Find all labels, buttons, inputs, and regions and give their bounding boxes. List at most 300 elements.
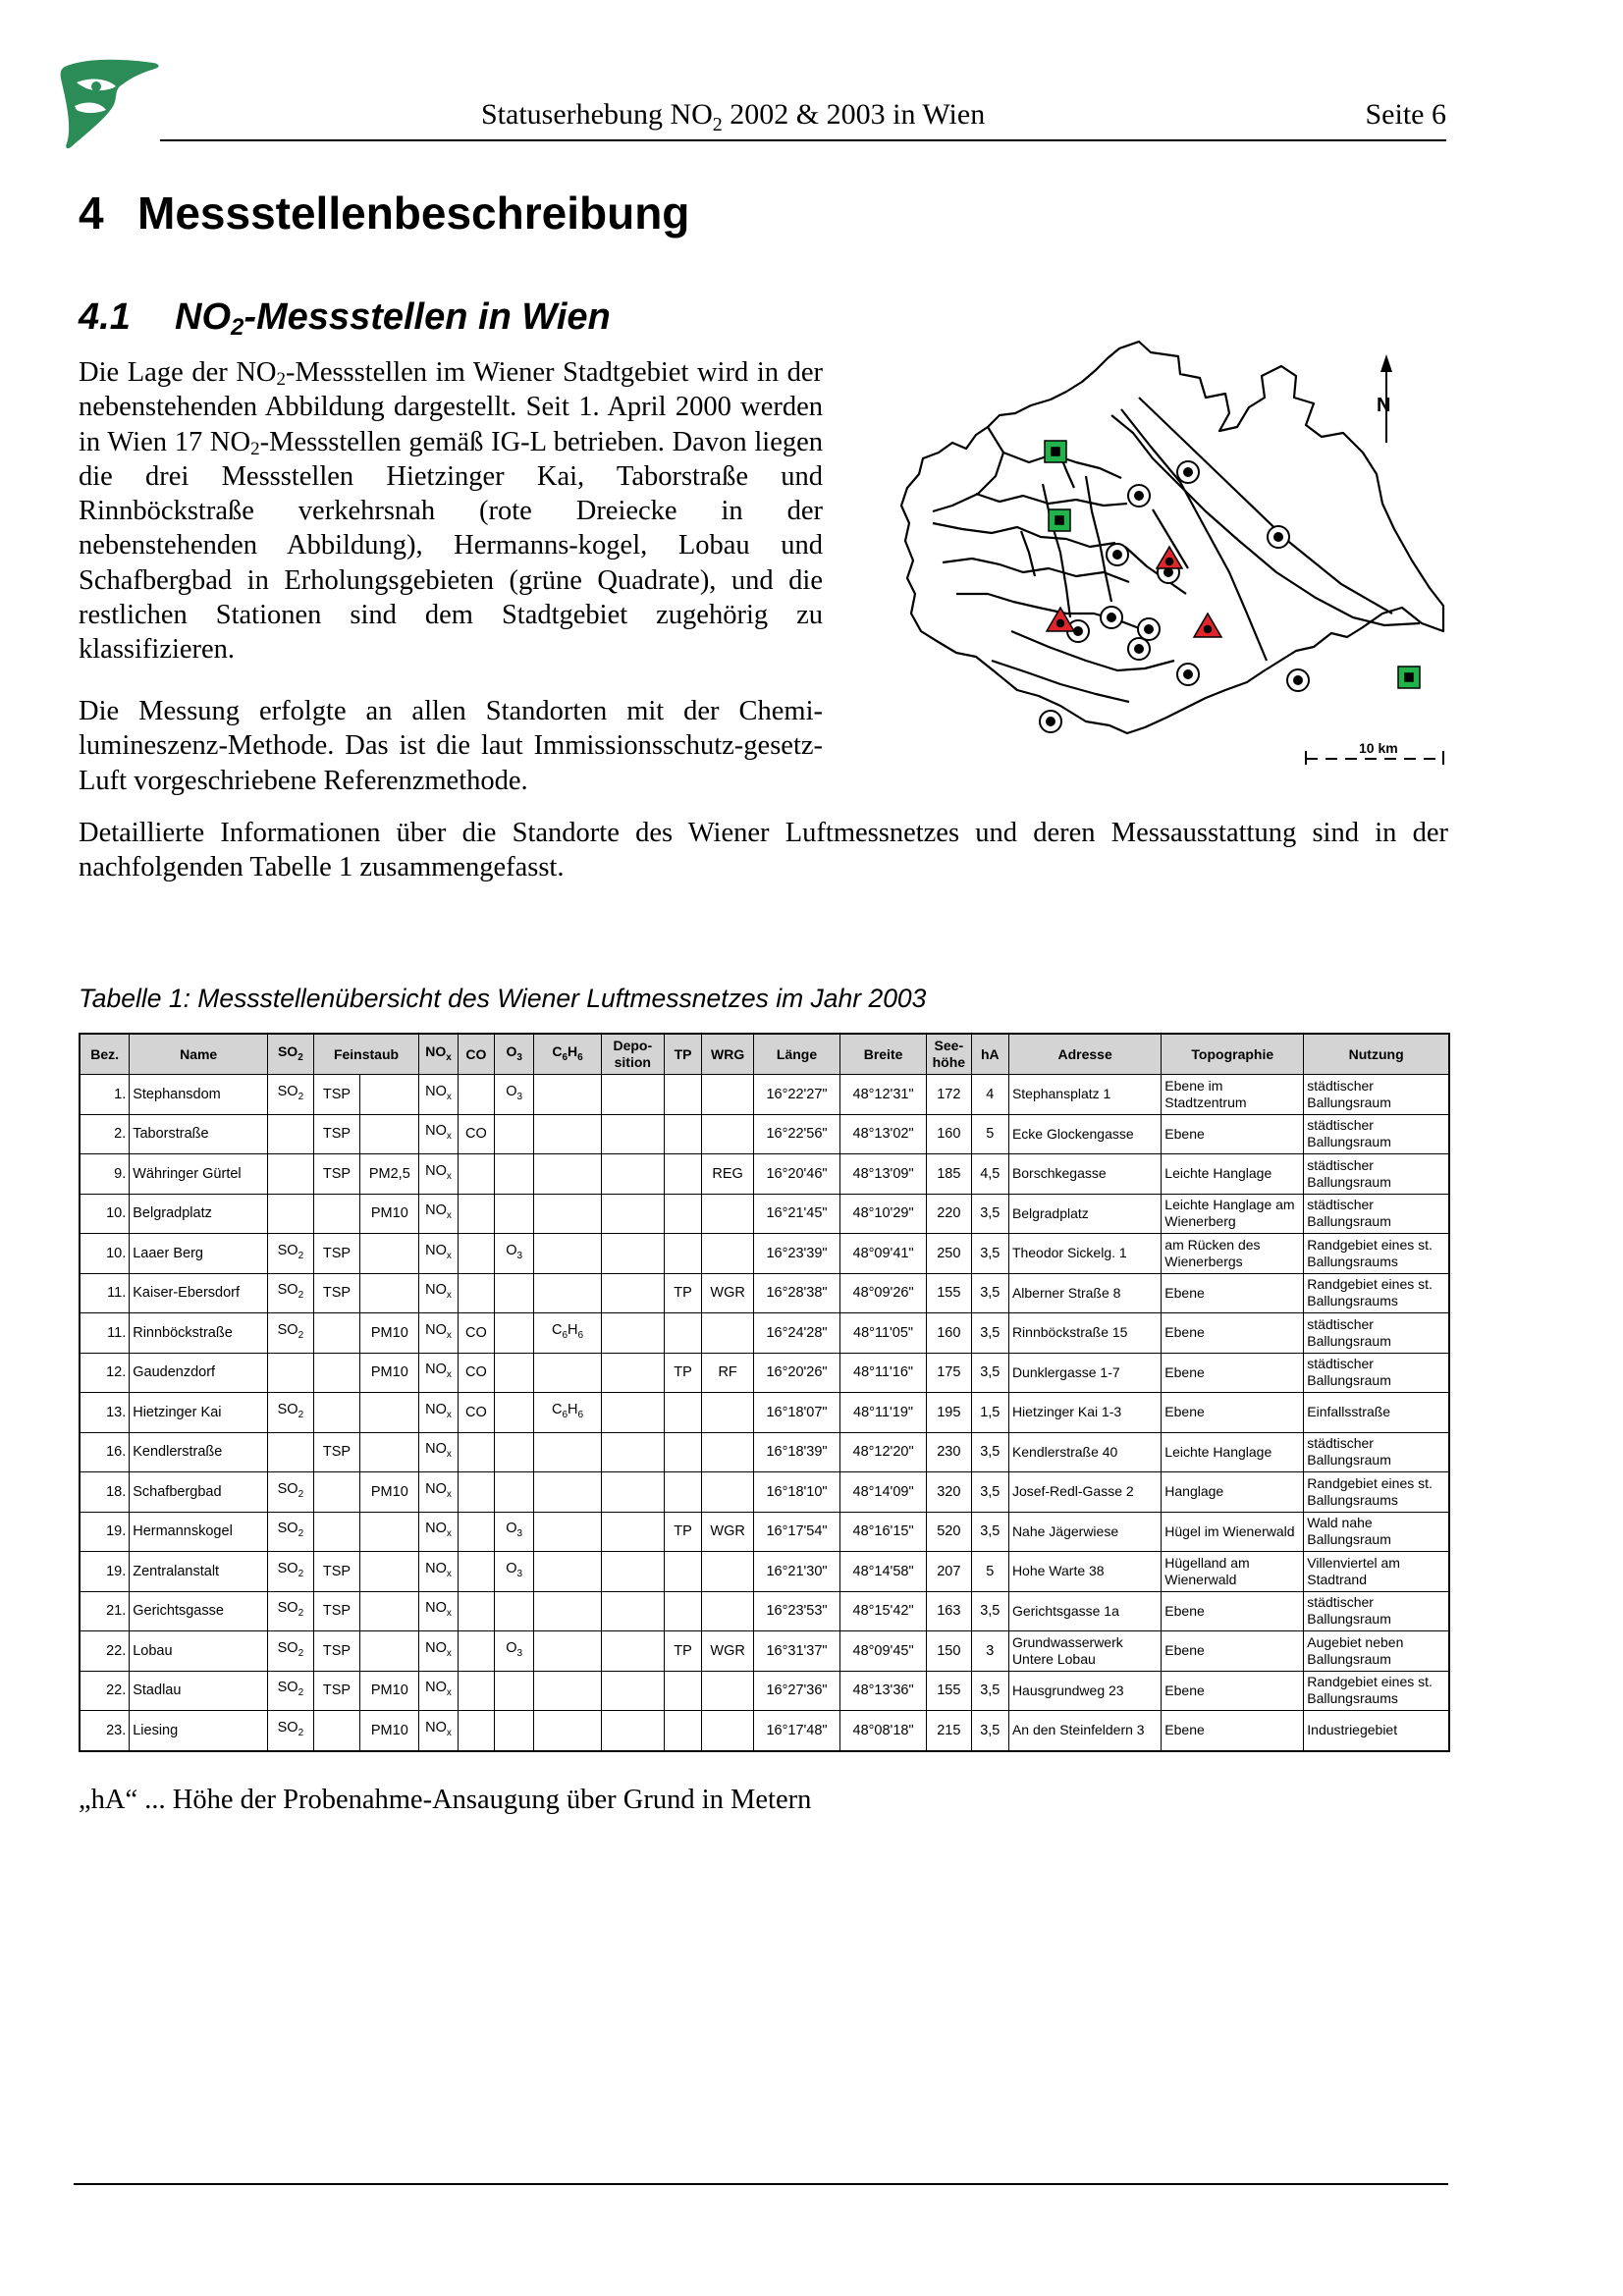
cell-laenge: 16°21'45": [754, 1194, 840, 1234]
cell-so2: $SO_2$: [268, 1393, 314, 1433]
col-o3: $O_3$: [494, 1034, 533, 1075]
cell-topographie: Ebene: [1162, 1273, 1304, 1313]
cell-topographie: Hügelland am Wienerwald: [1162, 1552, 1304, 1592]
cell-name: Zentralanstalt: [130, 1552, 268, 1592]
cell-nutzung: städtischer Ballungsraum: [1304, 1154, 1449, 1195]
col-adresse: Adresse: [1008, 1034, 1161, 1075]
cell-pm: [360, 1512, 419, 1552]
cell-topographie: Leichte Hanglage: [1162, 1432, 1304, 1472]
cell-seehoehe: 155: [927, 1273, 972, 1313]
cell-bez: 19.: [80, 1552, 130, 1592]
cell-bez: 19.: [80, 1512, 130, 1552]
cell-nox: $NO_x$: [419, 1711, 458, 1751]
cell-laenge: 16°22'27": [754, 1075, 840, 1115]
cell-bez: 1.: [80, 1075, 130, 1115]
cell-bez: 22.: [80, 1671, 130, 1711]
cell-bez: 21.: [80, 1591, 130, 1631]
table-row: [80, 1552, 1449, 1592]
cell-co: CO: [458, 1353, 494, 1393]
cell-seehoehe: 320: [927, 1472, 972, 1513]
cell-pm: [360, 1591, 419, 1631]
cell-deposition: [601, 1075, 664, 1115]
cell-tsp: TSP: [313, 1273, 360, 1313]
station-marker: [1177, 461, 1199, 483]
scale-bar: [1306, 740, 1443, 765]
cell-name: Kendlerstraße: [130, 1432, 268, 1472]
cell-so2: $SO_2$: [268, 1472, 314, 1513]
cell-pm: PM10: [360, 1711, 419, 1751]
cell-bez: 2.: [80, 1114, 130, 1154]
cell-ha: 3,5: [971, 1591, 1008, 1631]
cell-breite: 48°11'05": [840, 1313, 927, 1354]
cell-wrg: [702, 1194, 754, 1234]
logo-icon: [57, 57, 165, 151]
cell-laenge: 16°21'30": [754, 1552, 840, 1592]
cell-topographie: Leichte Hanglage: [1162, 1154, 1304, 1195]
cell-tsp: TSP: [313, 1114, 360, 1154]
cell-tsp: [313, 1711, 360, 1751]
cell-breite: 48°09'41": [840, 1234, 927, 1274]
station-markers-recreation: [1045, 441, 1420, 688]
cell-tp: [664, 1234, 701, 1274]
cell-tsp: [313, 1353, 360, 1393]
cell-laenge: 16°23'53": [754, 1591, 840, 1631]
table-row: [80, 1671, 1449, 1711]
cell-wrg: [702, 1671, 754, 1711]
cell-tsp: TSP: [313, 1075, 360, 1115]
cell-pm: [360, 1552, 419, 1592]
cell-pm: [360, 1273, 419, 1313]
station-marker: [1268, 526, 1289, 548]
cell-breite: 48°15'42": [840, 1591, 927, 1631]
station-marker: [1177, 664, 1199, 685]
table-row: [80, 1472, 1449, 1513]
cell-wrg: [702, 1552, 754, 1592]
cell-pm: PM10: [360, 1671, 419, 1711]
cell-seehoehe: 207: [927, 1552, 972, 1592]
cell-so2: $SO_2$: [268, 1313, 314, 1354]
cell-co: [458, 1591, 494, 1631]
cell-seehoehe: 195: [927, 1393, 972, 1433]
cell-tsp: TSP: [313, 1552, 360, 1592]
cell-so2: [268, 1432, 314, 1472]
cell-topographie: Ebene: [1162, 1393, 1304, 1433]
cell-co: [458, 1432, 494, 1472]
subsection-heading: 4.1 $NO_2$-Messstellen in Wien: [79, 296, 611, 341]
header-divider: [160, 139, 1446, 141]
cell-laenge: 16°20'26": [754, 1353, 840, 1393]
cell-deposition: [601, 1472, 664, 1513]
col-nox: $NO_x$: [419, 1034, 458, 1075]
cell-name: Belgradplatz: [130, 1194, 268, 1234]
station-marker: [1040, 711, 1061, 732]
cell-c6h6: $C_6H_6$: [534, 1393, 601, 1433]
cell-name: Kaiser-Ebersdorf: [130, 1273, 268, 1313]
cell-wrg: [702, 1472, 754, 1513]
cell-deposition: [601, 1154, 664, 1195]
cell-pm: [360, 1393, 419, 1433]
col-ha: hA: [971, 1034, 1008, 1075]
cell-nutzung: Randgebiet eines st. Ballungsraums: [1304, 1472, 1449, 1513]
cell-so2: [268, 1114, 314, 1154]
cell-bez: 11.: [80, 1273, 130, 1313]
cell-so2: $SO_2$: [268, 1234, 314, 1274]
cell-nox: $NO_x$: [419, 1472, 458, 1513]
cell-o3: [494, 1194, 533, 1234]
cell-tp: [664, 1671, 701, 1711]
cell-wrg: [702, 1075, 754, 1115]
cell-nutzung: städtischer Ballungsraum: [1304, 1313, 1449, 1354]
col-so2: $SO_2$: [268, 1034, 314, 1075]
cell-bez: 18.: [80, 1472, 130, 1513]
cell-deposition: [601, 1273, 664, 1313]
cell-so2: [268, 1194, 314, 1234]
cell-breite: 48°11'19": [840, 1393, 927, 1433]
cell-topographie: Hügel im Wienerwald: [1162, 1512, 1304, 1552]
col-feinstaub: Feinstaub: [313, 1034, 419, 1075]
cell-adresse: Josef-Redl-Gasse 2: [1008, 1472, 1161, 1513]
cell-adresse: Hohe Warte 38: [1008, 1552, 1161, 1592]
cell-nutzung: Augebiet neben Ballungsraum: [1304, 1631, 1449, 1672]
cell-c6h6: [534, 1512, 601, 1552]
cell-co: [458, 1075, 494, 1115]
cell-co: [458, 1512, 494, 1552]
cell-breite: 48°08'18": [840, 1711, 927, 1751]
cell-tsp: TSP: [313, 1631, 360, 1672]
cell-o3: [494, 1313, 533, 1354]
cell-tp: [664, 1591, 701, 1631]
cell-deposition: [601, 1194, 664, 1234]
cell-c6h6: [534, 1671, 601, 1711]
table-row: [80, 1234, 1449, 1274]
cell-adresse: Hausgrundweg 23: [1008, 1671, 1161, 1711]
station-table: [79, 1033, 1450, 1752]
cell-nox: $NO_x$: [419, 1512, 458, 1552]
table-body: [80, 1075, 1449, 1751]
cell-tp: [664, 1393, 701, 1433]
cell-pm: [360, 1075, 419, 1115]
section-heading: 4 Messstellenbeschreibung: [79, 187, 690, 239]
station-marker: [1128, 638, 1150, 660]
cell-ha: 3: [971, 1631, 1008, 1672]
cell-c6h6: [534, 1234, 601, 1274]
traffic-station-marker: [1157, 547, 1182, 568]
cell-tsp: [313, 1313, 360, 1354]
cell-so2: $SO_2$: [268, 1512, 314, 1552]
cell-tp: [664, 1552, 701, 1592]
cell-co: [458, 1234, 494, 1274]
cell-c6h6: [534, 1273, 601, 1313]
cell-o3: [494, 1472, 533, 1513]
table-row: [80, 1154, 1449, 1195]
cell-o3: [494, 1432, 533, 1472]
cell-bez: 10.: [80, 1234, 130, 1274]
cell-o3: $O_3$: [494, 1075, 533, 1115]
cell-seehoehe: 150: [927, 1631, 972, 1672]
cell-seehoehe: 160: [927, 1114, 972, 1154]
station-marker: [1128, 485, 1150, 507]
cell-wrg: [702, 1711, 754, 1751]
cell-ha: 3,5: [971, 1234, 1008, 1274]
cell-breite: 48°12'31": [840, 1075, 927, 1115]
cell-wrg: [702, 1114, 754, 1154]
cell-seehoehe: 230: [927, 1432, 972, 1472]
col-bez: Bez.: [80, 1034, 130, 1075]
cell-ha: 3,5: [971, 1273, 1008, 1313]
cell-name: Schafbergbad: [130, 1472, 268, 1513]
col-wrg: WRG: [702, 1034, 754, 1075]
cell-co: CO: [458, 1313, 494, 1354]
cell-o3: $O_3$: [494, 1631, 533, 1672]
cell-nutzung: Randgebiet eines st. Ballungsraums: [1304, 1273, 1449, 1313]
cell-breite: 48°09'26": [840, 1273, 927, 1313]
col-name: Name: [130, 1034, 268, 1075]
cell-seehoehe: 163: [927, 1591, 972, 1631]
table-row: [80, 1432, 1449, 1472]
cell-co: [458, 1194, 494, 1234]
cell-breite: 48°10'29": [840, 1194, 927, 1234]
cell-nox: $NO_x$: [419, 1313, 458, 1354]
col-seehoehe: See- höhe: [927, 1034, 972, 1075]
cell-adresse: Alberner Straße 8: [1008, 1273, 1161, 1313]
cell-so2: [268, 1353, 314, 1393]
cell-nutzung: städtischer Ballungsraum: [1304, 1353, 1449, 1393]
cell-deposition: [601, 1671, 664, 1711]
cell-name: Stadlau: [130, 1671, 268, 1711]
col-nutzung: Nutzung: [1304, 1034, 1449, 1075]
cell-ha: 3,5: [971, 1711, 1008, 1751]
cell-so2: $SO_2$: [268, 1552, 314, 1592]
cell-seehoehe: 172: [927, 1075, 972, 1115]
cell-bez: 11.: [80, 1313, 130, 1354]
col-topographie: Topographie: [1162, 1034, 1304, 1075]
cell-c6h6: [534, 1631, 601, 1672]
cell-wrg: REG: [702, 1154, 754, 1195]
cell-co: [458, 1154, 494, 1195]
cell-pm: [360, 1432, 419, 1472]
cell-pm: PM10: [360, 1353, 419, 1393]
cell-wrg: [702, 1591, 754, 1631]
cell-bez: 9.: [80, 1154, 130, 1195]
cell-adresse: Gerichtsgasse 1a: [1008, 1591, 1161, 1631]
cell-tsp: TSP: [313, 1671, 360, 1711]
cell-nutzung: städtischer Ballungsraum: [1304, 1432, 1449, 1472]
cell-breite: 48°13'02": [840, 1114, 927, 1154]
cell-ha: 5: [971, 1114, 1008, 1154]
cell-deposition: [601, 1432, 664, 1472]
table-row: [80, 1631, 1449, 1672]
cell-c6h6: [534, 1552, 601, 1592]
cell-nox: $NO_x$: [419, 1075, 458, 1115]
col-c6h6: $C_6H_6$: [534, 1034, 601, 1075]
cell-laenge: 16°27'36": [754, 1671, 840, 1711]
cell-adresse: Hietzinger Kai 1-3: [1008, 1393, 1161, 1433]
cell-nutzung: städtischer Ballungsraum: [1304, 1194, 1449, 1234]
cell-seehoehe: 160: [927, 1313, 972, 1354]
cell-laenge: 16°18'39": [754, 1432, 840, 1472]
cell-adresse: Kendlerstraße 40: [1008, 1432, 1161, 1472]
cell-seehoehe: 155: [927, 1671, 972, 1711]
cell-ha: 1,5: [971, 1393, 1008, 1433]
cell-nutzung: städtischer Ballungsraum: [1304, 1114, 1449, 1154]
cell-c6h6: [534, 1591, 601, 1631]
cell-o3: $O_3$: [494, 1552, 533, 1592]
cell-name: Taborstraße: [130, 1114, 268, 1154]
city-outline: [901, 342, 1443, 733]
cell-co: [458, 1472, 494, 1513]
cell-laenge: 16°24'28": [754, 1313, 840, 1354]
paragraph-intro: Die Lage der $NO_2$-Messstellen im Wiener Stadtgebiet wird in der nebenstehenden Abbildung dargestellt. Seit 1. April 2000 werden in Wien 17 $NO_2$-Messstellen gemäß IG-L betrieben. Davon liegen die drei Messstellen Hietzinger Kai, Taborstraße und Rinnböckstraße verkehrsnah (rote Dreiecke in der nebenstehenden Abbildung), Hermanns-kogel, Lobau und Schafbergbad in Erholungsgebieten (grüne Quadrate), und die restlichen Stationen sind dem Stadtgebiet zugehörig zu klassifizieren.: [79, 357, 823, 666]
cell-topographie: Ebene: [1162, 1313, 1304, 1354]
cell-deposition: [601, 1353, 664, 1393]
station-marker: [1107, 544, 1128, 565]
cell-nutzung: Industriegebiet: [1304, 1711, 1449, 1751]
cell-bez: 23.: [80, 1711, 130, 1751]
cell-pm: PM10: [360, 1194, 419, 1234]
cell-laenge: 16°18'07": [754, 1393, 840, 1433]
cell-breite: 48°13'36": [840, 1671, 927, 1711]
cell-breite: 48°14'09": [840, 1472, 927, 1513]
cell-c6h6: [534, 1432, 601, 1472]
cell-o3: $O_3$: [494, 1512, 533, 1552]
cell-nox: $NO_x$: [419, 1154, 458, 1195]
cell-laenge: 16°28'38": [754, 1273, 840, 1313]
cell-topographie: Ebene: [1162, 1711, 1304, 1751]
cell-ha: 3,5: [971, 1432, 1008, 1472]
cell-tsp: [313, 1512, 360, 1552]
cell-nutzung: Einfallsstraße: [1304, 1393, 1449, 1433]
cell-adresse: Borschkegasse: [1008, 1154, 1161, 1195]
cell-adresse: Nahe Jägerwiese: [1008, 1512, 1161, 1552]
cell-deposition: [601, 1512, 664, 1552]
cell-co: [458, 1631, 494, 1672]
col-breite: Breite: [840, 1034, 927, 1075]
cell-topographie: Hanglage: [1162, 1472, 1304, 1513]
table-header-row: [80, 1034, 1449, 1075]
cell-name: Stephansdom: [130, 1075, 268, 1115]
cell-laenge: 16°17'54": [754, 1512, 840, 1552]
station-marker: [1101, 607, 1122, 628]
col-tp: TP: [664, 1034, 701, 1075]
cell-nox: $NO_x$: [419, 1114, 458, 1154]
table-row: [80, 1313, 1449, 1354]
cell-co: [458, 1552, 494, 1592]
cell-nutzung: Villenviertel am Stadtrand: [1304, 1552, 1449, 1592]
table-row: [80, 1194, 1449, 1234]
cell-name: Gerichtsgasse: [130, 1591, 268, 1631]
col-co: CO: [458, 1034, 494, 1075]
cell-name: Währinger Gürtel: [130, 1154, 268, 1195]
cell-topographie: am Rücken des Wienerbergs: [1162, 1234, 1304, 1274]
cell-c6h6: [534, 1472, 601, 1513]
cell-breite: 48°09'45": [840, 1631, 927, 1672]
cell-so2: $SO_2$: [268, 1711, 314, 1751]
cell-pm: PM10: [360, 1472, 419, 1513]
cell-name: Lobau: [130, 1631, 268, 1672]
table-row: [80, 1512, 1449, 1552]
cell-tp: TP: [664, 1353, 701, 1393]
cell-tp: [664, 1194, 701, 1234]
cell-seehoehe: 215: [927, 1711, 972, 1751]
cell-nox: $NO_x$: [419, 1234, 458, 1274]
station-marker: [1138, 618, 1160, 640]
cell-tsp: TSP: [313, 1154, 360, 1195]
cell-topographie: Ebene: [1162, 1591, 1304, 1631]
cell-name: Rinnböckstraße: [130, 1313, 268, 1354]
cell-seehoehe: 220: [927, 1194, 972, 1234]
cell-topographie: Ebene im Stadtzentrum: [1162, 1075, 1304, 1115]
cell-laenge: 16°22'56": [754, 1114, 840, 1154]
cell-deposition: [601, 1591, 664, 1631]
cell-pm: [360, 1114, 419, 1154]
col-laenge: Länge: [754, 1034, 840, 1075]
cell-seehoehe: 175: [927, 1353, 972, 1393]
cell-seehoehe: 250: [927, 1234, 972, 1274]
cell-adresse: Belgradplatz: [1008, 1194, 1161, 1234]
cell-tp: TP: [664, 1512, 701, 1552]
cell-laenge: 16°18'10": [754, 1472, 840, 1513]
cell-adresse: Dunklergasse 1-7: [1008, 1353, 1161, 1393]
cell-bez: 13.: [80, 1393, 130, 1433]
cell-name: Gaudenzdorf: [130, 1353, 268, 1393]
cell-nox: $NO_x$: [419, 1591, 458, 1631]
cell-co: [458, 1273, 494, 1313]
cell-so2: $SO_2$: [268, 1273, 314, 1313]
cell-pm: PM2,5: [360, 1154, 419, 1195]
cell-topographie: Ebene: [1162, 1114, 1304, 1154]
paragraph-details: Detaillierte Informationen über die Standorte des Wiener Luftmessnetzes und deren Messausstattung sind in der nachfolgenden Tabelle 1 zusammengefasst.: [79, 818, 1448, 883]
cell-tp: [664, 1075, 701, 1115]
cell-o3: [494, 1353, 533, 1393]
recreation-station-marker: [1049, 509, 1070, 531]
cell-name: Laaer Berg: [130, 1234, 268, 1274]
cell-ha: 3,5: [971, 1353, 1008, 1393]
table-row: [80, 1591, 1449, 1631]
cell-breite: 48°14'58": [840, 1552, 927, 1592]
cell-laenge: 16°23'39": [754, 1234, 840, 1274]
cell-nutzung: städtischer Ballungsraum: [1304, 1591, 1449, 1631]
cell-tp: [664, 1432, 701, 1472]
cell-laenge: 16°20'46": [754, 1154, 840, 1195]
cell-wrg: [702, 1313, 754, 1354]
table-row: [80, 1711, 1449, 1751]
cell-nutzung: städtischer Ballungsraum: [1304, 1075, 1449, 1115]
cell-so2: [268, 1154, 314, 1195]
cell-c6h6: $C_6H_6$: [534, 1313, 601, 1354]
cell-tp: TP: [664, 1273, 701, 1313]
cell-c6h6: [534, 1353, 601, 1393]
cell-bez: 12.: [80, 1353, 130, 1393]
cell-adresse: Stephansplatz 1: [1008, 1075, 1161, 1115]
cell-laenge: 16°17'48": [754, 1711, 840, 1751]
cell-pm: [360, 1234, 419, 1274]
cell-c6h6: [534, 1154, 601, 1195]
cell-co: CO: [458, 1114, 494, 1154]
cell-deposition: [601, 1631, 664, 1672]
vienna-station-map: [893, 337, 1448, 771]
cell-pm: [360, 1631, 419, 1672]
cell-adresse: Ecke Glockengasse: [1008, 1114, 1161, 1154]
cell-tp: [664, 1711, 701, 1751]
cell-tp: [664, 1313, 701, 1354]
cell-wrg: [702, 1432, 754, 1472]
cell-name: Liesing: [130, 1711, 268, 1751]
cell-pm: PM10: [360, 1313, 419, 1354]
cell-breite: 48°13'09": [840, 1154, 927, 1195]
cell-nox: $NO_x$: [419, 1194, 458, 1234]
north-arrow-icon: [1377, 354, 1392, 443]
station-marker: [1287, 669, 1309, 691]
